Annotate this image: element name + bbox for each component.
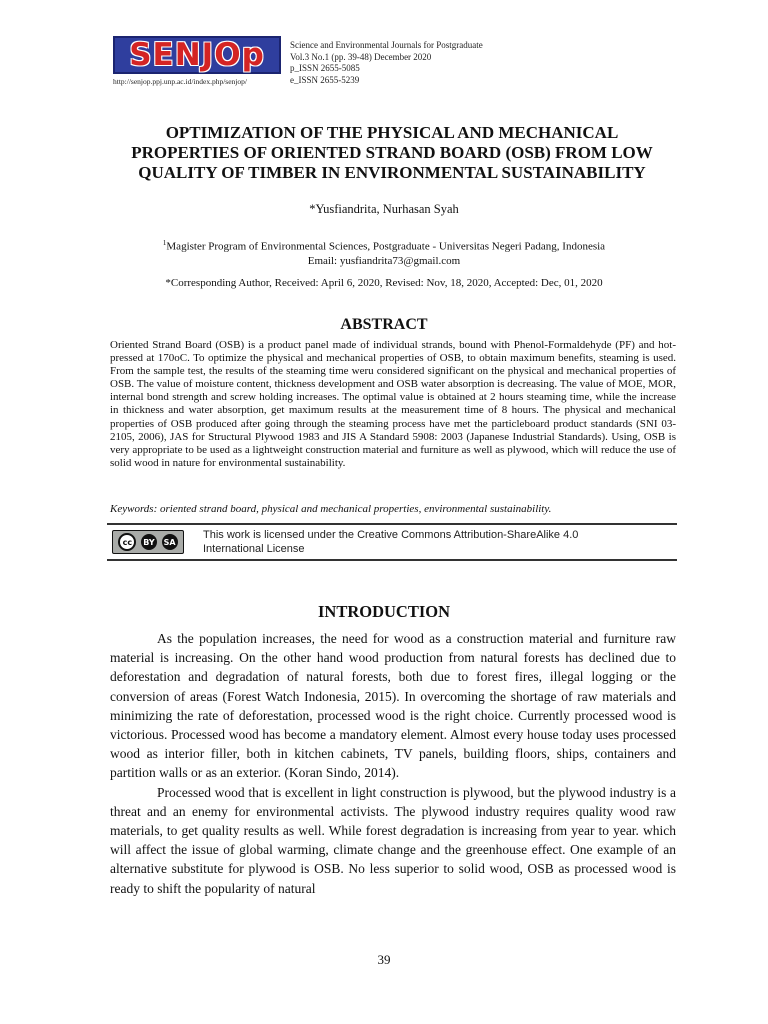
affiliation	[0, 236, 768, 268]
affiliation-text: Magister Program of Environmental Sciences, Postgraduate - Universitas Negeri Padang, Indonesia	[166, 240, 606, 253]
title-line: QUALITY OF TIMBER IN ENVIRONMENTAL SUSTAINABILITY	[138, 163, 646, 182]
license-divider-bottom	[107, 559, 677, 561]
title-line: PROPERTIES OF ORIENTED STRAND BOARD (OSB) FROM LOW	[131, 143, 653, 162]
paragraph: Processed wood that is excellent in light construction is plywood, but the plywood industry is a threat and an enemy for environmental activists. The plywood industry requires quality wood raw materials, to get quality results as well. While forest degradation is increasing from year to year. which will affect the issue of global warming, climate change and the greenhouse effect. One example of an alternative substitute for plywood is OSB. No less superior to solid wood, OSB as processed wood is ready to shift the popularity of natural	[110, 784, 676, 896]
journal-volume: Vol.3 No.1 (pp. 39-48) December 2020	[290, 51, 432, 62]
author-email[interactable]: Email: yusfiandrita73@gmail.com	[307, 254, 461, 267]
cc-icon: cc	[118, 533, 136, 551]
page-number: 39	[377, 952, 391, 967]
license-line: This work is licensed under the Creative Commons Attribution-ShareAlike 4.0	[203, 529, 579, 541]
license-text	[203, 529, 578, 556]
keywords	[110, 503, 676, 515]
journal-meta	[290, 40, 483, 86]
license-line: International License	[203, 542, 305, 555]
print-issn: p_ISSN 2655-5085	[290, 63, 360, 73]
electronic-issn: e_ISSN 2655-5239	[290, 74, 360, 85]
title-line: OPTIMIZATION OF THE PHYSICAL AND MECHANICAL	[165, 123, 619, 142]
keywords-label: Keywords	[110, 503, 154, 515]
abstract-text: Oriented Strand Board (OSB) is a product panel made of individual strands, bound with Phenol-Formaldehyde (PF) and hot-pressed at 170oC. To optimize the physical and mechanical properties of OSB, to obtain maximum benefits, steaming is used. From the sample test, the results of the steaming time weru considered significant on the physical and mechanical properties of OSB. The value of moisture content, thickness development and OSB water absorption is decreasing. The value of MOE, MOR, internal bond strength and screw holding increases. The optimal value is obtained at 2 hours steaming time, while the increase in thickness and water absorption, get maximum results at the measurement time of 8 hours. The physical and mechanical properties of OSB produced after going through the steaming process have met the particleboard product standards (SNI 03-2105, 2006), JAS for Structural Plywood 1983 and JIS A Standard 5908: 2003 (Japanese Industrial Standards). Using, OSB is very appropriate to be used as a lightweight construction material and furniture as well as plywood, which will reduce the use of solid wood in nature for environmental sustainability.	[110, 339, 676, 469]
introduction-heading: INTRODUCTION	[317, 602, 451, 621]
sa-icon: SA	[162, 534, 178, 550]
by-icon: BY	[141, 534, 157, 550]
keywords-text: : oriented strand board, physical and mechanical properties, environmental sustainability.	[153, 503, 552, 515]
corresponding-info: *Corresponding Author, Received: April 6, 2020, Revised: Nov, 18, 2020, Accepted: Dec, 01, 2020	[165, 277, 603, 289]
logo-text: SENJOp	[129, 36, 265, 73]
paper-title	[90, 123, 694, 183]
cc-license-badge[interactable]	[112, 530, 184, 554]
abstract-heading: ABSTRACT	[340, 316, 428, 333]
journal-logo	[113, 36, 281, 74]
journal-name: Science and Environmental Journals for Postgraduate	[290, 40, 483, 50]
paragraph: As the population increases, the need for wood as a construction material and furniture raw material is increasing. On the other hand wood production from natural forests has declined due to deforestation and degradation of natural forests, both due to forest fires, illegal logging or the conversion of areas (Forest Watch Indonesia, 2015). In overcoming the shortage of raw materials and minimizing the rate of deforestation, processed wood is the right choice. Currently processed wood is victorious. Processed wood has become a mandatory element. Almost every house today uses processed wood as interior filler, both in kitchen cabinets, TV panels, building floors, ships, containers and partition walls or as an exterior. (Koran Sindo, 2014).	[110, 631, 676, 781]
license-divider-top	[107, 523, 677, 525]
introduction-text	[110, 629, 676, 898]
journal-url[interactable]: http://senjop.ppj.unp.ac.id/index.php/senjop/	[113, 77, 247, 86]
affiliation-marker: 1	[162, 239, 167, 247]
authors: *Yusfiandrita, Nurhasan Syah	[309, 202, 459, 216]
